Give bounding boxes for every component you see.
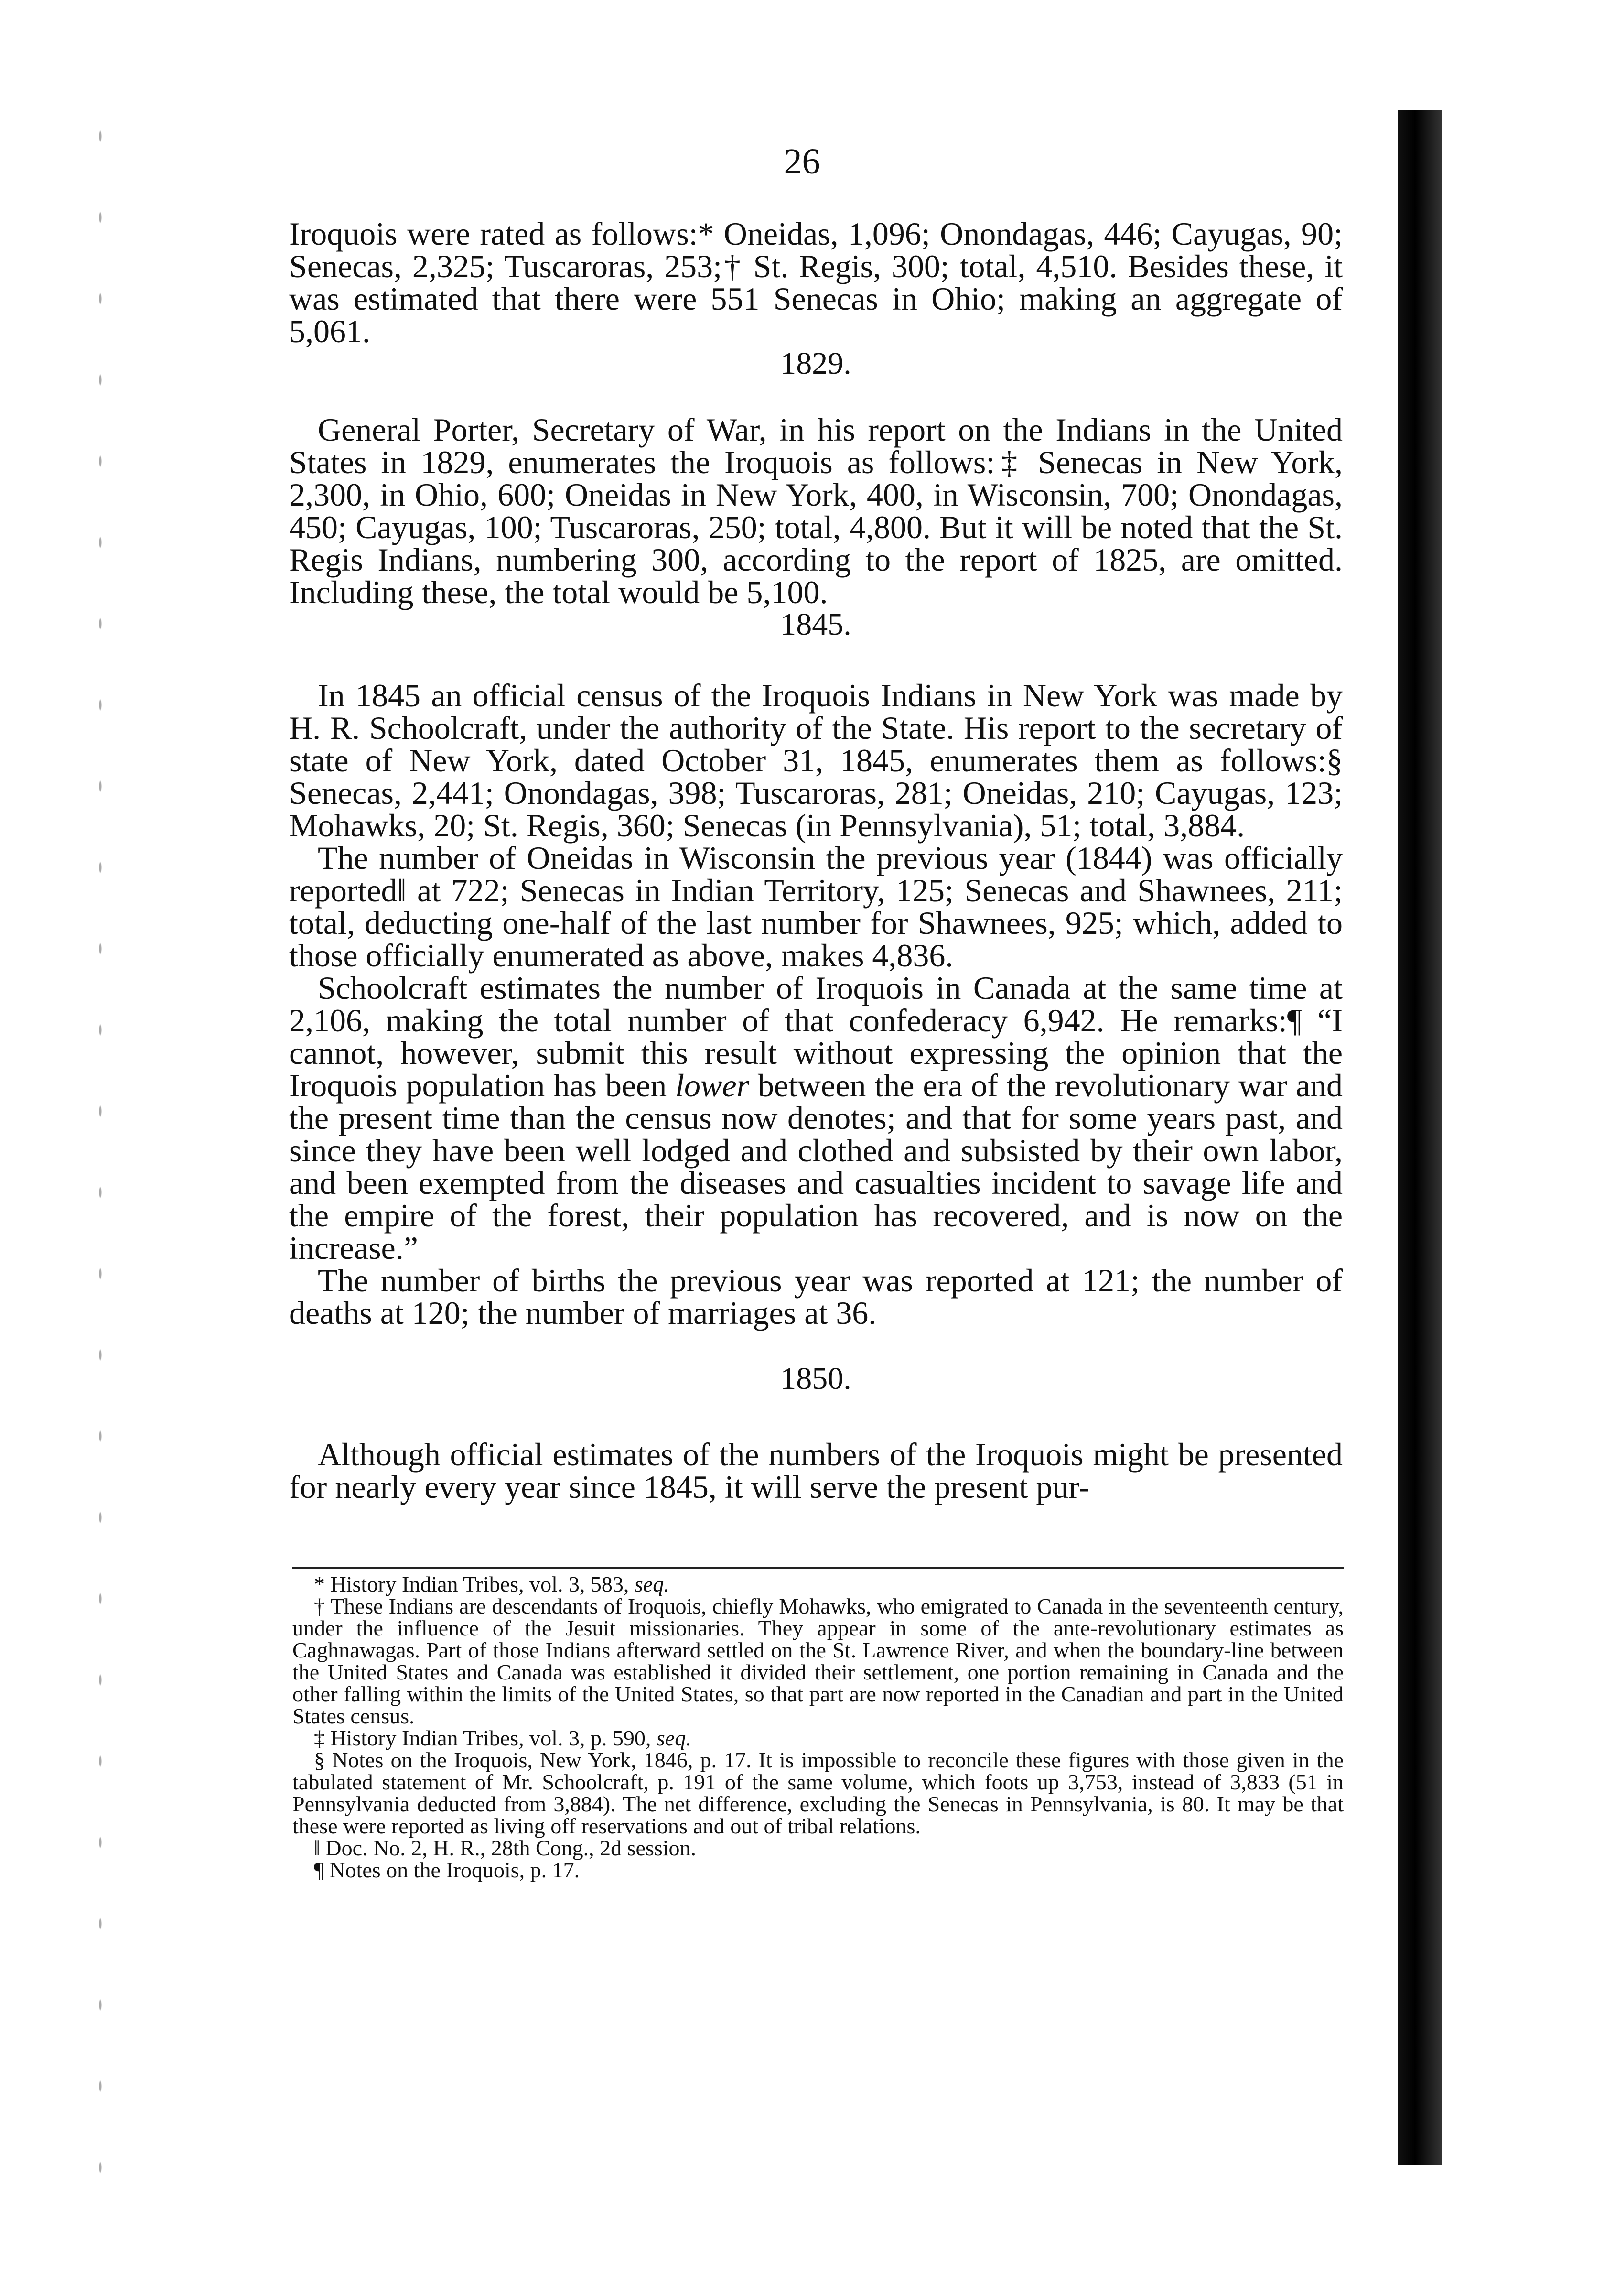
footnote-section: § Notes on the Iroquois, New York, 1846, p. 17. It is impossible to reconcile these figures with those given in the tabulated statement of Mr. Schoolcraft, p. 191 of the same volume, which foots up 3,753, instead of 3,833 (51 in Pennsylvania deducted from 3,884). The net difference, excluding the Senecas in Pennsylvania, is 80. It may be that these were reported as living off reservations and out of tribal relations. [292,1748,1344,1838]
scanner-margin-bar [1398,110,1442,2165]
page-number: 26 [784,141,820,182]
section-heading-1829: 1829. [780,346,851,381]
footnote-double-dagger-text: ‡ History Indian Tribes, vol. 3, p. 590, [314,1726,657,1750]
section-heading-1845: 1845. [780,607,851,642]
footnote-asterisk-seq: seq. [634,1572,669,1596]
emphasis-lower: lower [675,1067,750,1104]
section-heading-1850: 1850. [780,1361,851,1396]
paragraph-1850-estimates: Although official estimates of the numbers of the Iroquois might be presented for nearly every year since 1845, it will serve the present pur- [289,1436,1343,1505]
canada-estimate-text-a: Schoolcraft estimates the number of Iroquois in Canada at the same time at 2,106, making the total number of that confederacy 6,942. He remarks:¶ “I cannot, however, submit this result without expressing the opinion that the Iroquois population has been [289,970,1343,1104]
scan-edge-specks [91,96,115,2199]
body-text [289,217,1343,1503]
footnotes [292,1573,1344,1881]
footnote-asterisk [292,1573,1344,1595]
footnote-asterisk-text: * History Indian Tribes, vol. 3, 583, [314,1572,635,1596]
footnote-dagger: † These Indians are descendants of Iroquois, chiefly Mohawks, who emigrated to Canada in the seventeenth century, under the influence of the Jesuit missionaries. They appear in some of the ante-revolutionary estimates as Caghnawagas. Part of those Indians afterward settled on the St. Lawrence River, and when the boundary-line between the United States and Canada was established it divided their settlement, one portion remaining in Canada and the other falling within the limits of the United States, so that part are now reported in the Canadian and part in the United States census. [292,1594,1344,1728]
paragraph-canada-estimate [289,972,1343,1264]
footnote-divider [292,1567,1344,1569]
footnote-parallel: ‖ Doc. No. 2, H. R., 28th Cong., 2d session. [314,1836,697,1860]
paragraph-oneidas-wisconsin: The number of Oneidas in Wisconsin the previous year (1844) was officially reported‖ at 722; Senecas in Indian Territory, 125; Senecas and Shawnees, 211; total, deducting one-half of the last number for Shawnees, 925; which, added to those officially enumerated as above, makes 4,836. [289,840,1343,974]
footnote-double-dagger-seq: seq. [656,1726,691,1750]
footnote-double-dagger [292,1727,1344,1749]
footnote-pilcrow: ¶ Notes on the Iroquois, p. 17. [314,1858,580,1882]
canada-estimate-text-b: between the era of the revolutionary war and the present time than the census now denotes; and that for some years past, and since they have been well lodged and clothed and subsisted by their own labor, and been exempted from the diseases and casualties incident to savage life and the empire of the forest, their population has recovered, and is now on the increase.” [289,1067,1343,1266]
paragraph-porter-1829: General Porter, Secretary of War, in his report on the Indians in the United States in 1829, enumerates the Iroquois as follows:‡ Senecas in New York, 2,300, in Ohio, 600; Oneidas in New York, 400, in Wisconsin, 700; Onondagas, 450; Cayugas, 100; Tuscaroras, 250; total, 4,800. But it will be noted that the St. Regis Indians, numbering 300, according to the report of 1825, are omitted. Including these, the total would be 5,100. [289,412,1343,610]
paragraph-intro: Iroquois were rated as follows:* Oneidas, 1,096; Onondagas, 446; Cayugas, 90; Senecas, 2,325; Tuscaroras, 253;† St. Regis, 300; total, 4,510. Besides these, it was estimated that there were 551 Senecas in Ohio; making an aggregate of 5,061. [289,216,1343,349]
paragraph-births-deaths: The number of births the previous year was reported at 121; the number of deaths at 120; the number of marriages at 36. [289,1262,1343,1331]
paragraph-schoolcraft-census: In 1845 an official census of the Iroquois Indians in New York was made by H. R. Schoolcraft, under the authority of the State. His report to the secretary of state of New York, dated October 31, 1845, enumerates them as follows:§ Senecas, 2,441; Onondagas, 398; Tuscaroras, 281; Oneidas, 210; Cayugas, 123; Mohawks, 20; St. Regis, 360; Senecas (in Pennsylvania), 51; total, 3,884. [289,677,1343,844]
